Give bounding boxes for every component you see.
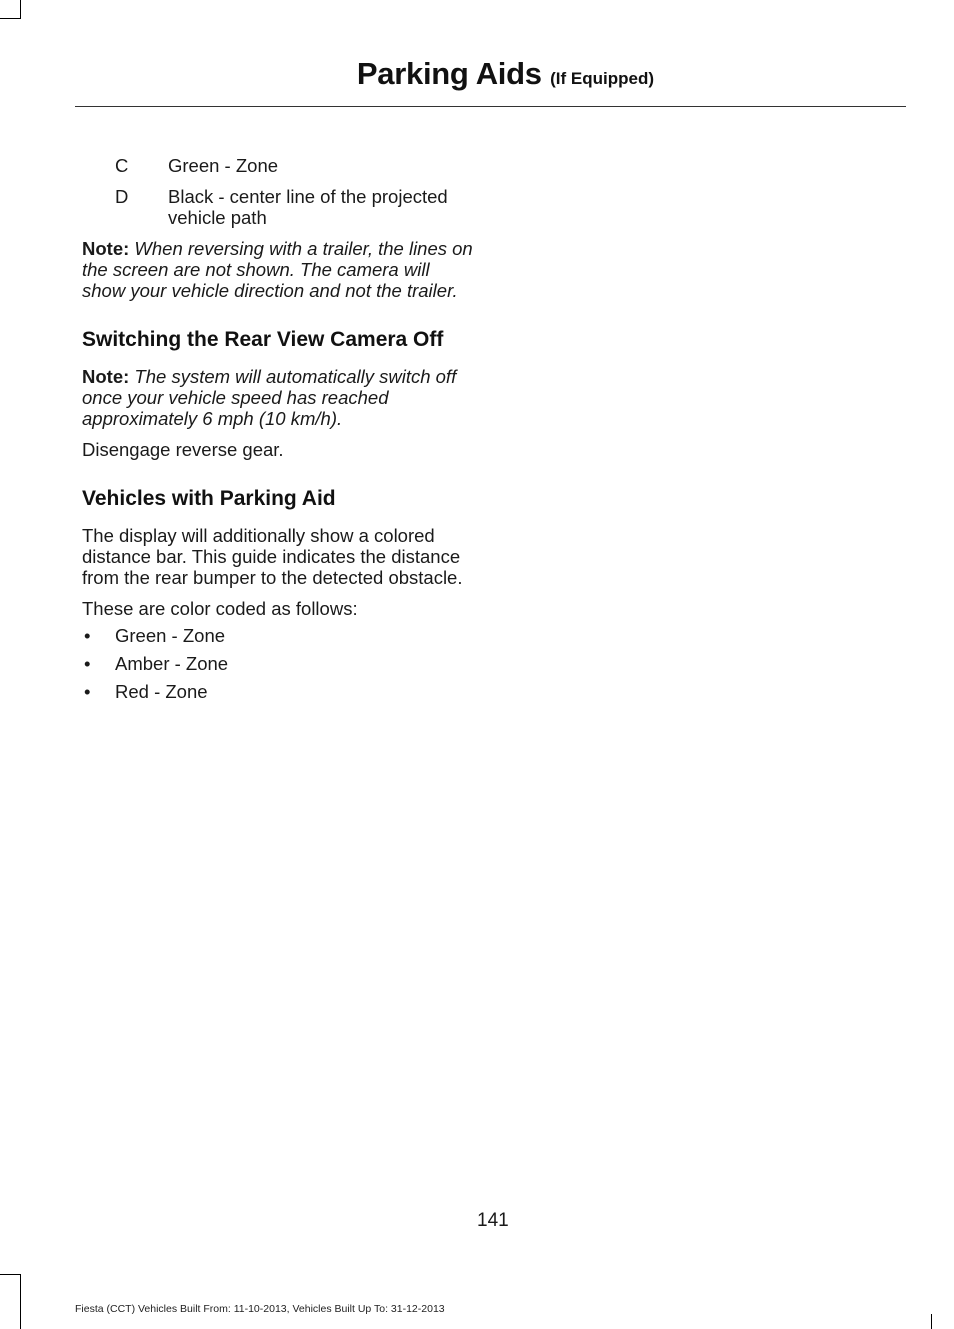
key-item — [82, 155, 474, 176]
crop-mark — [0, 1274, 20, 1275]
main-content — [82, 155, 474, 709]
bullet-list — [82, 625, 474, 709]
bullet-icon: • — [84, 681, 91, 702]
body-paragraph: These are color coded as follows: — [82, 598, 358, 619]
page-subtitle: (If Equipped) — [550, 69, 654, 88]
crop-mark — [0, 18, 20, 19]
page-number: 141 — [477, 1210, 509, 1231]
body-paragraph: The display will additionally show a colored distance bar. This guide indicates the distance from the rear bumper to the detected obstacle. — [82, 525, 463, 588]
list-item-text: Red - Zone — [115, 681, 208, 702]
crop-mark — [20, 1274, 21, 1329]
key-description: Green - Zone — [168, 155, 279, 176]
section-heading: Vehicles with Parking Aid — [82, 487, 336, 510]
bullet-icon: • — [84, 653, 91, 674]
page-header — [75, 56, 906, 92]
bullet-icon: • — [84, 625, 91, 646]
note-text: The system will automatically switch off once your vehicle speed has reached approximately 6 mph (10 km/h). — [82, 366, 457, 429]
list-item — [82, 625, 474, 653]
section-heading: Switching the Rear View Camera Off — [82, 328, 444, 351]
note-label: Note: — [82, 238, 130, 259]
key-letter: D — [115, 186, 129, 207]
list-item-text: Green - Zone — [115, 625, 226, 646]
note-text: When reversing with a trailer, the lines on the screen are not shown. The camera will show your vehicle direction and not the trailer. — [82, 238, 473, 301]
page-title: Parking Aids — [356, 56, 542, 91]
note-paragraph — [82, 366, 474, 429]
body-paragraph: Disengage reverse gear. — [82, 439, 284, 460]
crop-mark — [20, 0, 21, 19]
note-label: Note: — [82, 366, 130, 387]
crop-mark — [931, 1314, 932, 1329]
key-letter: C — [115, 155, 129, 176]
header-divider — [75, 106, 906, 107]
list-item-text: Amber - Zone — [115, 653, 229, 674]
key-item — [82, 186, 474, 228]
note-paragraph — [82, 238, 474, 301]
list-item — [82, 681, 474, 709]
list-item — [82, 653, 474, 681]
key-description: Black - center line of the projected vehicle path — [168, 186, 448, 228]
page-footer: Fiesta (CCT) Vehicles Built From: 11-10-2013, Vehicles Built Up To: 31-12-2013 — [75, 1303, 445, 1315]
